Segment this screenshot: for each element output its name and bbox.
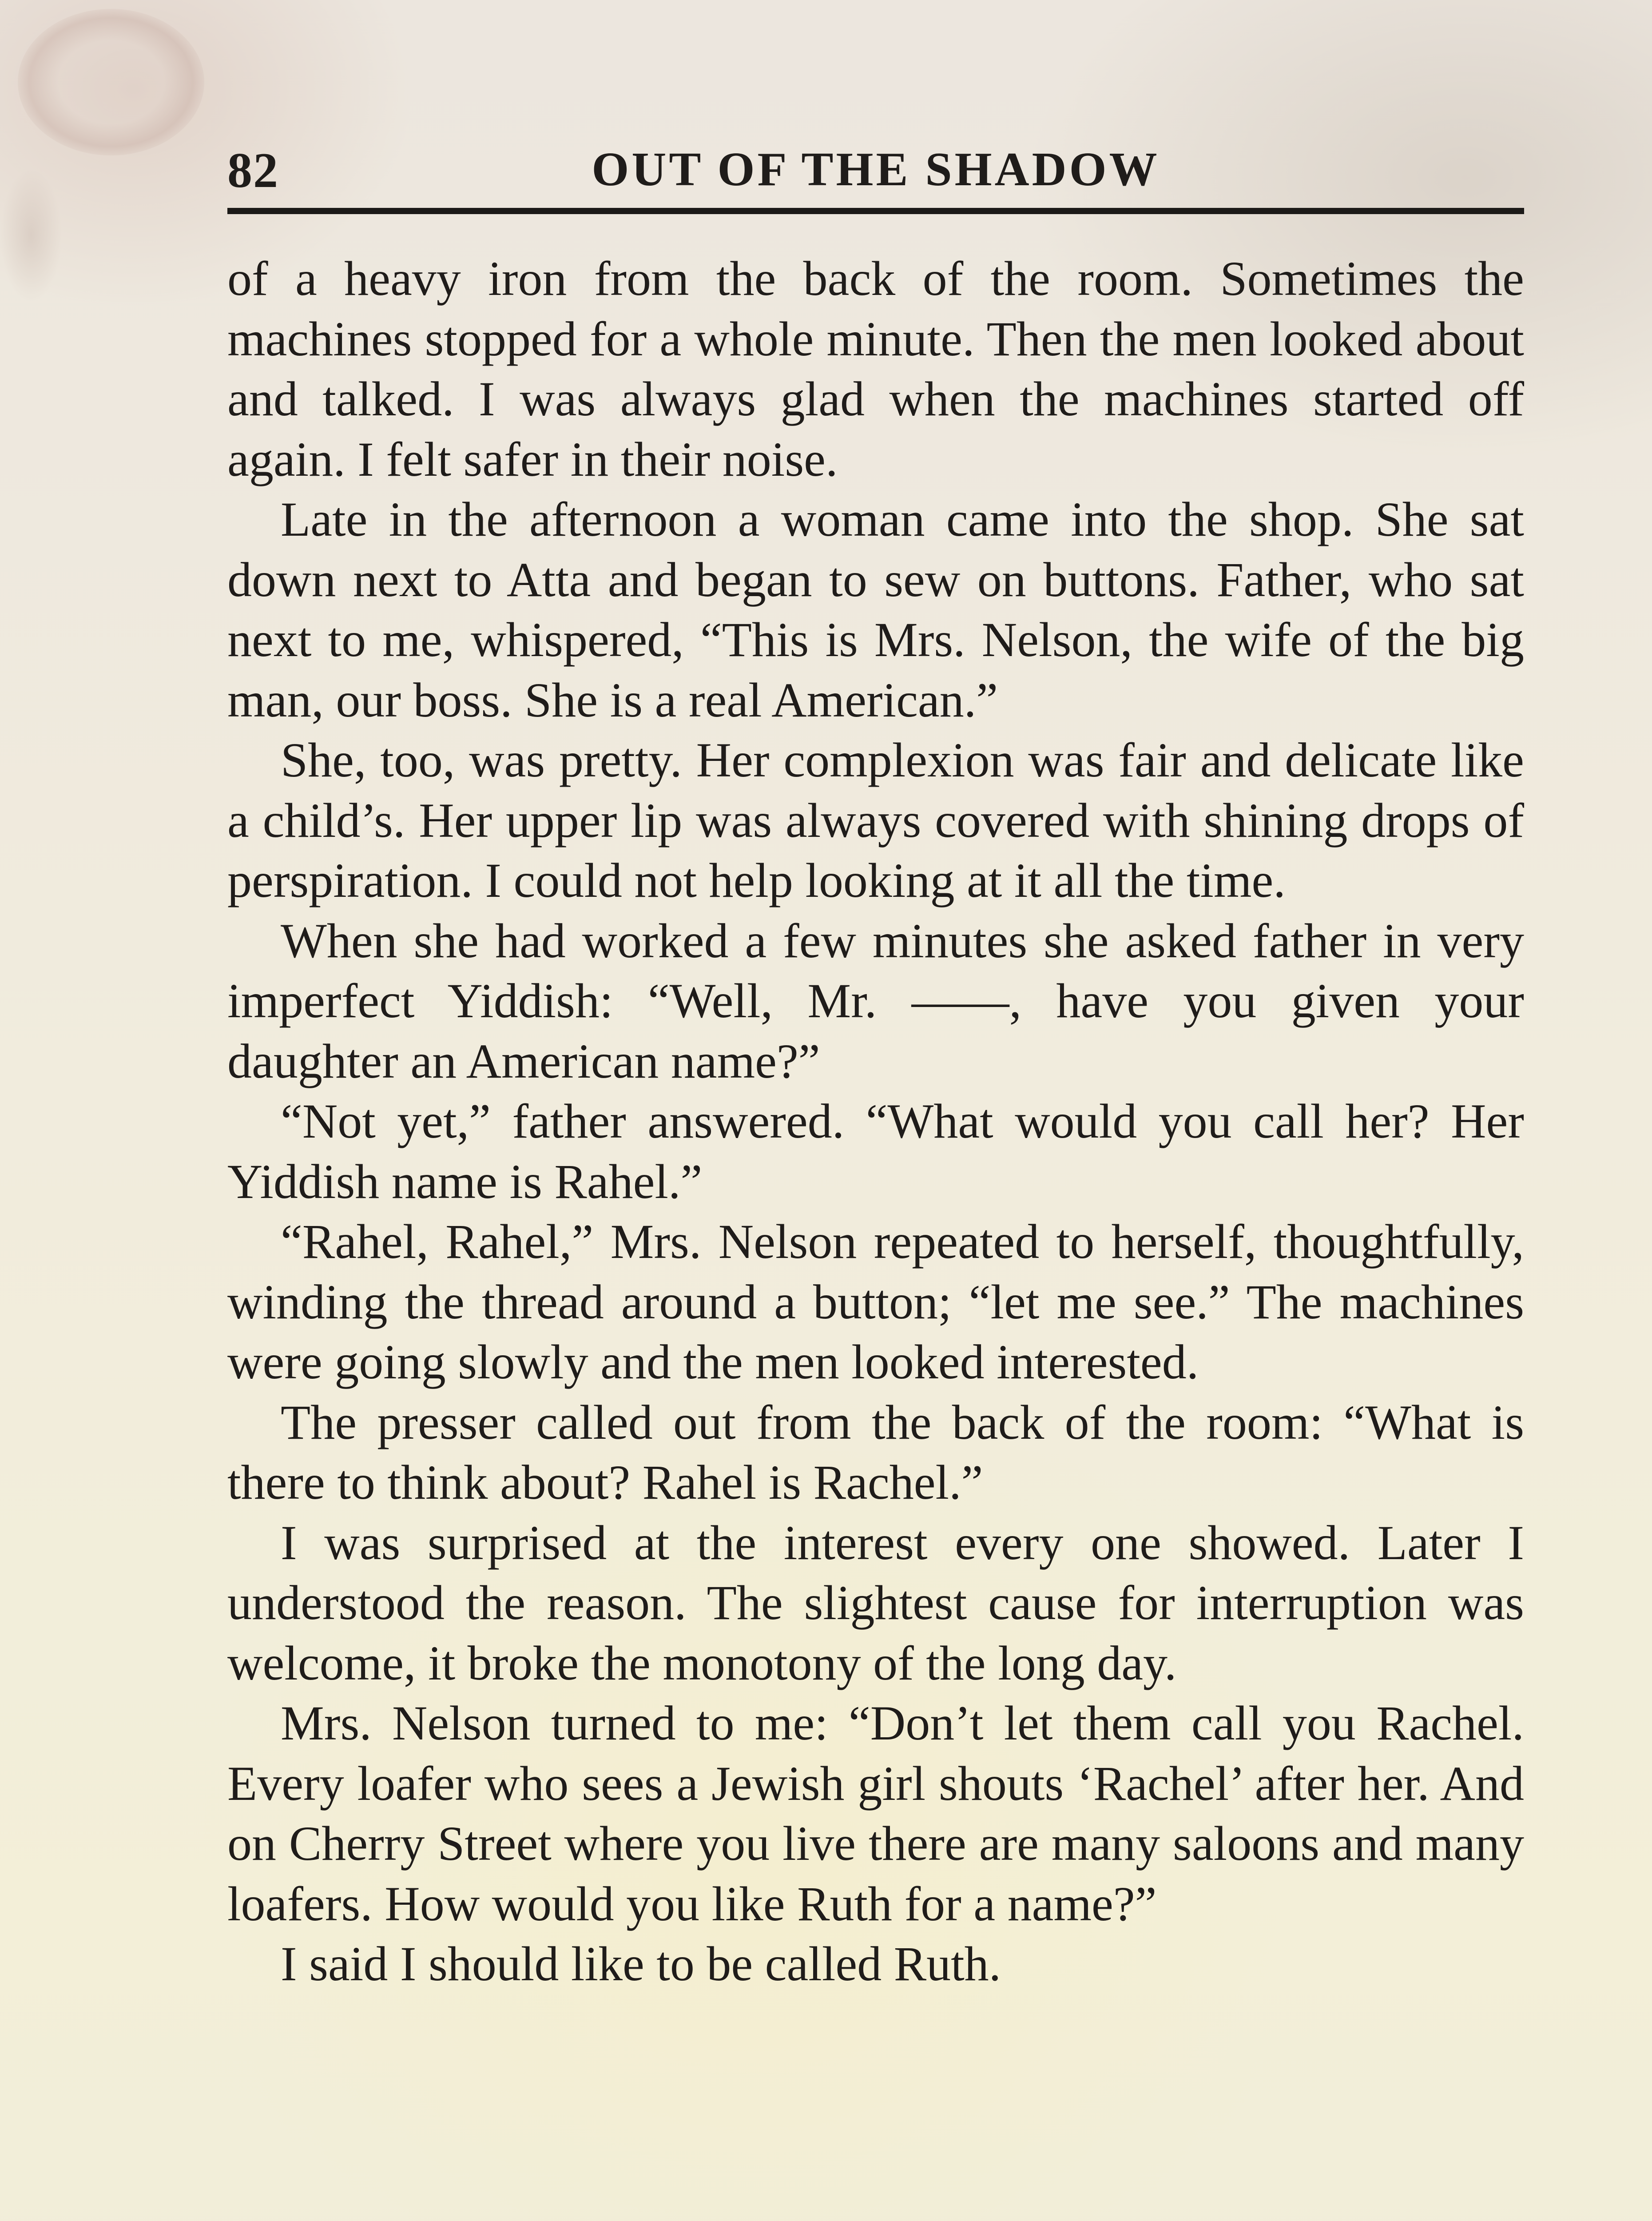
page-number: 82 [227, 143, 279, 198]
book-title: OUT OF THE SHADOW [592, 143, 1160, 196]
water-stain [0, 169, 62, 302]
paragraph: Late in the afternoon a woman came into the shop. She sat down next to Atta and began to sew on buttons. Father, who sat next to me, whispered, “This is Mrs. Nelson, the wife of the big man, our boss. She is a real American.” [227, 492, 1524, 727]
paragraph: I said I should like to be called Ruth. [281, 1937, 1001, 1991]
water-stain [18, 9, 204, 155]
body-text [227, 249, 1524, 1994]
paragraph: Mrs. Nelson turned to me: “Don’t let them call you Rachel. Every loafer who sees a Jewish girl shouts ‘Rachel’ after her. And on Cherry Street where you live there are many saloons and many loafers. How would you like Ruth for a name?” [227, 1696, 1524, 1931]
header-rule [227, 208, 1524, 214]
running-head [227, 133, 1524, 204]
paragraph: “Not yet,” father answered. “What would you call her? Her Yiddish name is Rahel.” [227, 1094, 1524, 1209]
paragraph: The presser called out from the back of the room: “What is there to think about? Rahel is Rachel.” [227, 1395, 1524, 1509]
paragraph: I was surprised at the interest every one showed. Later I understood the reason. The slightest cause for interruption was welcome, it broke the monotony of the long day. [227, 1515, 1524, 1690]
paragraph: “Rahel, Rahel,” Mrs. Nelson repeated to herself, thoughtfully, winding the thread around a button; “let me see.” The machines were going slowly and the men looked interested. [227, 1214, 1524, 1389]
paragraph: of a heavy iron from the back of the room. Sometimes the machines stopped for a whole minute. Then the men looked about and talked. I was always glad when the machines started off again. I felt safer in their noise. [227, 251, 1524, 486]
paragraph: When she had worked a few minutes she asked father in very imperfect Yiddish: “Well, Mr. ——, have you given your daughter an American name?” [227, 913, 1524, 1088]
paragraph: She, too, was pretty. Her complexion was fair and delicate like a child’s. Her upper lip was always covered with shining drops of perspiration. I could not help looking at it all the time. [227, 733, 1524, 908]
